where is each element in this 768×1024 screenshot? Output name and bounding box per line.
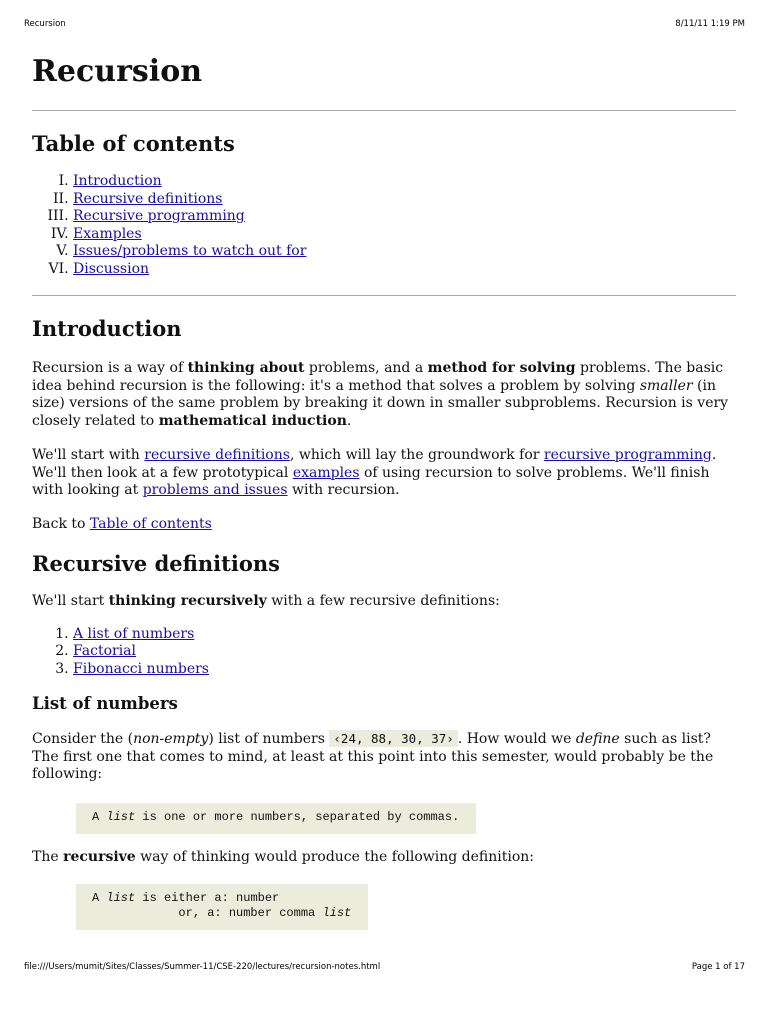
toc-item (73, 226, 736, 244)
link-factorial[interactable]: Factorial (73, 643, 136, 659)
back-to-toc: Back to Table of contents (32, 515, 212, 532)
code-block-recursive-definition: A list is either a: number or, a: number comma list (76, 884, 368, 930)
toc-heading: Table of contents (32, 131, 235, 156)
subsection-heading-list-of-numbers: List of numbers (32, 694, 178, 713)
list-item (73, 643, 736, 661)
toc-link-issues[interactable]: Issues/problems to watch out for (73, 243, 307, 259)
divider (32, 295, 736, 296)
toc-link-introduction[interactable]: Introduction (73, 173, 162, 189)
list-item (73, 626, 736, 644)
link-recursive-definitions[interactable]: recursive definitions (144, 447, 290, 463)
list-numbers-paragraph-1: Consider the (non-empty) list of numbers ‹24, 88, 30, 37› . How would we define such as list? The first one that comes to mind, at least at this point into this semester, would probably be the following: (32, 731, 714, 782)
link-problems-and-issues[interactable]: problems and issues (142, 482, 288, 498)
link-back-to-toc[interactable]: Table of contents (89, 515, 212, 532)
toc-item (73, 173, 736, 191)
list-item (73, 661, 736, 679)
intro-paragraph-1: Recursion is a way of thinking about problems, and a method for solving problems. The basic idea behind recursion is the following: it's a method that solves a problem by solving smaller (in size) versions of the same problem by breaking it down in smaller subproblems. Recursion is very closely related to mathematical induction. (32, 360, 729, 429)
intro-paragraph-2: We'll start with recursive definitions, which will lay the groundwork for recursive programming. We'll then look at a few prototypical examples of using recursion to solve problems. We'll finish with looking at problems and issues with recursion. (32, 447, 717, 498)
toc-link-examples[interactable]: Examples (73, 225, 142, 242)
divider (32, 110, 736, 111)
link-list-of-numbers[interactable]: A list of numbers (73, 625, 195, 642)
page-title: Recursion (32, 54, 203, 89)
page-number: Page 1 of 17 (691, 962, 745, 972)
toc-link-recursive-definitions[interactable]: Recursive definitions (73, 190, 223, 207)
print-footer-path: file:///Users/mumit/Sites/Classes/Summer-11/CSE-220/lectures/recursion-notes.html (24, 962, 381, 972)
code-block-list-definition: A list is one or more numbers, separated by commas. (76, 803, 476, 834)
print-footer (24, 962, 745, 972)
list-numbers-paragraph-2: The recursive way of thinking would produce the following definition: (32, 848, 534, 865)
print-header-timestamp: 8/11/11 1:19 PM (675, 19, 745, 29)
toc-item (73, 191, 736, 209)
print-header-title: Recursion (24, 19, 66, 29)
toc-link-discussion[interactable]: Discussion (73, 260, 150, 277)
document-body (32, 48, 736, 930)
link-fibonacci-numbers[interactable]: Fibonacci numbers (73, 660, 209, 677)
toc-item (73, 261, 736, 279)
toc-list (32, 173, 736, 278)
toc-item (73, 208, 736, 226)
link-examples[interactable]: examples (292, 464, 360, 481)
section-heading-introduction: Introduction (32, 316, 182, 341)
print-header (24, 19, 745, 29)
section-heading-recursive-definitions: Recursive definitions (32, 551, 280, 576)
recdefs-paragraph: We'll start thinking recursively with a few recursive definitions: (32, 593, 500, 609)
toc-item (73, 243, 736, 261)
toc-link-recursive-programming[interactable]: Recursive programming (73, 208, 245, 224)
inline-code: ‹24, 88, 30, 37› (329, 730, 457, 747)
link-recursive-programming[interactable]: recursive programming (543, 447, 712, 463)
recdefs-list (32, 626, 736, 679)
